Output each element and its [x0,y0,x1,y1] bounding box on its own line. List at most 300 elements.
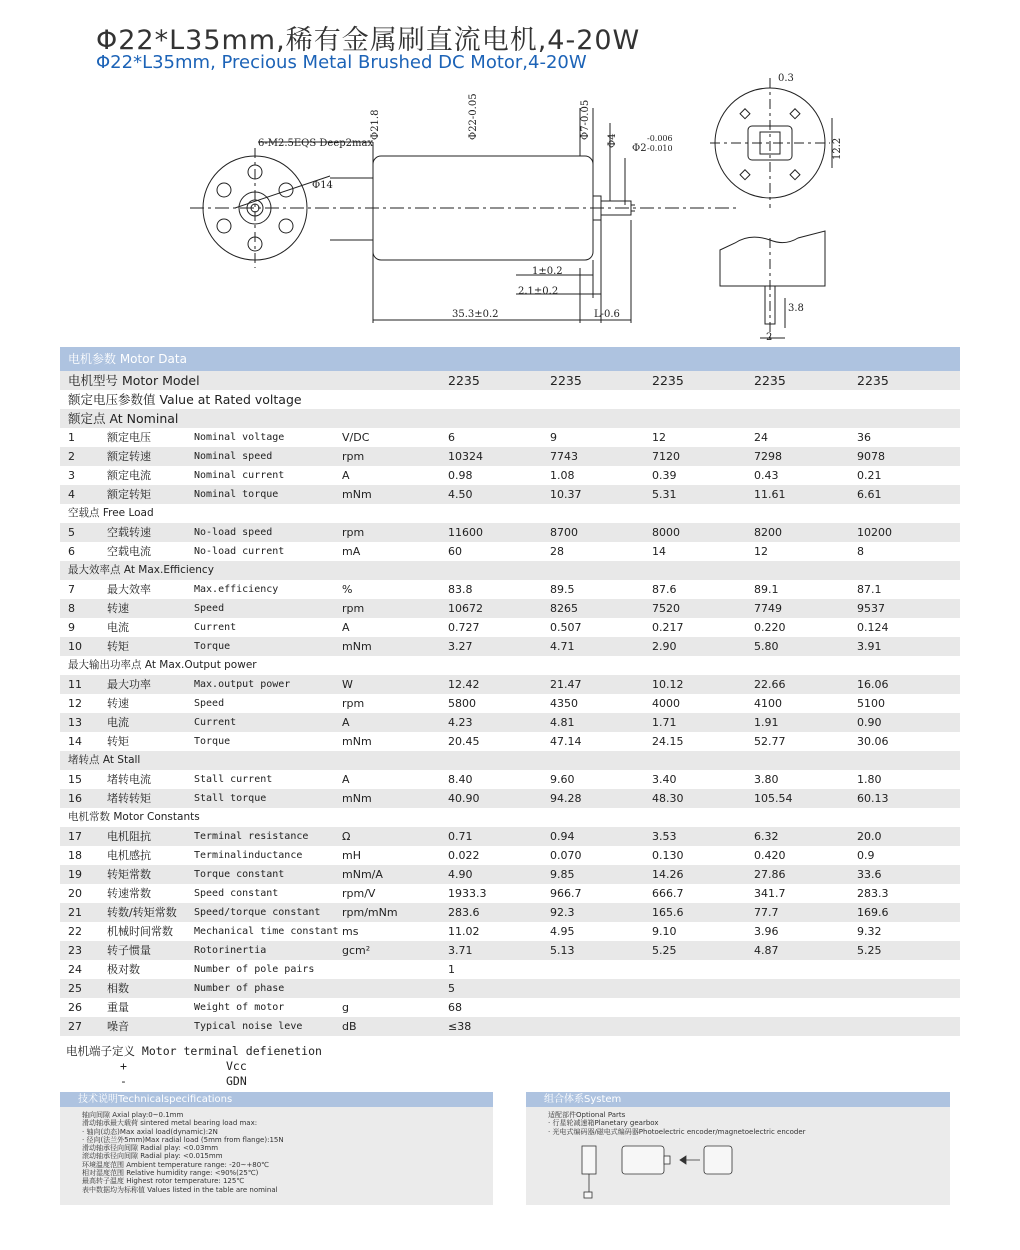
param-en: Number of phase [194,983,285,994]
row-number: 19 [68,868,82,881]
table-row [60,637,960,656]
table-row [60,979,960,998]
side-view [720,231,825,286]
value-cell: 3.27 [448,640,473,653]
value-cell: 87.6 [652,583,677,596]
value-cell: 7120 [652,450,680,463]
table-row [60,732,960,751]
value-cell: 6 [448,431,455,444]
param-cn: 转速 [107,697,129,710]
param-en: Terminal resistance [194,831,309,842]
svg-text:2.1±0.2: 2.1±0.2 [518,286,559,297]
value-cell: 1.80 [857,773,882,786]
tech-line: 环境温度范围 Ambient temperature range: -20~+80℃ [82,1160,270,1169]
section-row [60,808,960,827]
table-row [60,428,960,447]
param-en: Torque [194,641,231,652]
value-cell: 0.220 [754,621,786,634]
value-cell: 24 [754,431,768,444]
table-row [60,675,960,694]
value-cell: 14 [652,545,666,558]
value-cell: 7520 [652,602,680,615]
value-cell: 0.9 [857,849,875,862]
param-en: No-load speed [194,527,273,538]
param-en: Torque constant [194,869,285,880]
technical-drawing [180,68,880,348]
row-number: 15 [68,773,82,786]
row-number: 14 [68,735,82,748]
row-number: 16 [68,792,82,805]
param-unit: mH [342,849,361,862]
table-row [60,865,960,884]
value-cell: 77.7 [754,906,779,919]
param-cn: 最大效率 [107,583,151,596]
value-cell: 8 [857,545,864,558]
model-value: 2235 [857,373,889,388]
param-cn: 堵转电流 [107,773,151,786]
value-cell: 9078 [857,450,885,463]
svg-text:12.2: 12.2 [832,137,843,160]
value-cell: 10.12 [652,678,684,691]
param-cn: 空载转速 [107,526,151,539]
row-number: 11 [68,678,82,691]
terminal-sign: - [120,1074,127,1088]
value-cell: 52.77 [754,735,786,748]
value-cell: 5100 [857,697,885,710]
value-cell: 1 [448,963,455,976]
value-cell: 89.5 [550,583,575,596]
param-cn: 电机阻抗 [107,830,151,843]
value-cell: 10.37 [550,488,582,501]
value-cell: 0.71 [448,830,473,843]
param-cn: 转矩常数 [107,868,151,881]
param-en: Number of pole pairs [194,964,315,975]
param-unit: mNm/A [342,868,383,881]
terminal-row [66,1074,322,1089]
table-row [60,618,960,637]
value-cell: 4000 [652,697,680,710]
table-row [60,580,960,599]
row-number: 20 [68,887,82,900]
system-header: 组合体系System [526,1092,950,1107]
value-cell: 165.6 [652,906,684,919]
value-cell: 47.14 [550,735,582,748]
svg-text:L-0.6: L-0.6 [594,309,620,320]
value-cell: 48.30 [652,792,684,805]
param-unit: rpm [342,526,365,539]
page-subtitle: Φ22*L35mm, Precious Metal Brushed DC Motor,4-20W [96,52,587,73]
param-unit: rpm [342,602,365,615]
value-cell: 87.1 [857,583,882,596]
value-cell: 5.25 [652,944,677,957]
value-cell: 2.90 [652,640,677,653]
value-cell: 3.96 [754,925,779,938]
value-cell: 0.727 [448,621,480,634]
svg-text:Φ21.8: Φ21.8 [370,109,381,140]
svg-text:6-M2.5EQS Deep2max: 6-M2.5EQS Deep2max [258,138,374,149]
value-cell: 0.90 [857,716,882,729]
nominal-row [60,409,960,428]
value-cell: 4350 [550,697,578,710]
table-row [60,523,960,542]
param-en: Typical noise leve [194,1021,303,1032]
value-cell: 94.28 [550,792,582,805]
param-unit: mNm [342,488,372,501]
tech-line: 滚动轴承径向间隙 Radial play: <0.015mm [82,1152,223,1161]
value-cell: 3.71 [448,944,473,957]
model-value: 2235 [754,373,786,388]
value-cell: 0.217 [652,621,684,634]
value-cell: 0.420 [754,849,786,862]
param-cn: 转数/转矩常数 [107,906,177,919]
row-number: 9 [68,621,75,634]
value-cell: 9.85 [550,868,575,881]
param-cn: 最大功率 [107,678,151,691]
value-cell: 1.71 [652,716,677,729]
value-cell: 4.87 [754,944,779,957]
value-cell: 0.43 [754,469,779,482]
value-cell: 8700 [550,526,578,539]
value-cell: 0.070 [550,849,582,862]
table-row [60,998,960,1017]
value-cell: 341.7 [754,887,786,900]
param-cn: 额定转速 [107,450,151,463]
value-cell: 0.39 [652,469,677,482]
value-cell: 1933.3 [448,887,487,900]
svg-text:3.8: 3.8 [788,303,804,314]
param-en: Current [194,622,237,633]
value-cell: 5 [448,982,455,995]
param-unit: A [342,716,350,729]
value-cell: 27.86 [754,868,786,881]
tech-line: · 径向(法兰外5mm)Max radial load (5mm from flange):15N [82,1135,284,1144]
row-number: 25 [68,982,82,995]
model-value: 2235 [550,373,582,388]
table-row [60,960,960,979]
value-cell: 5.31 [652,488,677,501]
param-cn: 相数 [107,982,129,995]
param-en: Max.output power [194,679,291,690]
param-cn: 额定电压 [107,431,151,444]
model-value: 2235 [652,373,684,388]
param-cn: 转矩 [107,640,129,653]
param-en: Nominal torque [194,489,279,500]
tech-line: 轴向间隙 Axial play:0~0.1mm [82,1111,184,1119]
table-header: 电机参数 Motor Data [60,347,960,371]
value-cell: 666.7 [652,887,684,900]
row-number: 17 [68,830,82,843]
value-cell: 33.6 [857,868,882,881]
param-en: Rotorinertia [194,945,267,956]
value-cell: 0.94 [550,830,575,843]
section-label: 空载点 Free Load [68,507,154,519]
param-en: Speed [194,698,225,709]
svg-text:2: 2 [766,332,773,343]
tech-line: 滑动轴承径向间隙 Radial play: <0.03mm [82,1144,219,1153]
value-cell: 7749 [754,602,782,615]
value-cell: 8000 [652,526,680,539]
table-row [60,827,960,846]
value-cell: 83.8 [448,583,473,596]
system-assembly-drawing [562,1140,762,1202]
param-en: Stall current [194,774,273,785]
row-number: 21 [68,906,82,919]
param-cn: 转速 [107,602,129,615]
terminal-row [66,1059,322,1074]
param-unit: Ω [342,830,351,843]
value-cell: 7743 [550,450,578,463]
terminal-title: 电机端子定义 Motor terminal defienetion [66,1044,322,1058]
param-en: Torque [194,736,231,747]
svg-text:Φ7-0.05: Φ7-0.05 [580,99,591,140]
param-unit: mNm [342,735,372,748]
svg-text:-0.006: -0.006 [647,134,673,143]
param-unit: mNm [342,640,372,653]
model-row [60,371,960,390]
value-cell: 7298 [754,450,782,463]
value-cell: 9.10 [652,925,677,938]
param-cn: 电流 [107,716,129,729]
tech-spec-panel [60,1092,493,1205]
value-cell: 4100 [754,697,782,710]
value-cell: 40.90 [448,792,480,805]
value-cell: 9 [550,431,557,444]
param-cn: 极对数 [107,963,140,976]
section-row [60,656,960,675]
param-en: No-load current [194,546,285,557]
param-cn: 转子惯量 [107,944,151,957]
value-cell: 30.06 [857,735,889,748]
section-label: 堵转点 At Stall [68,754,141,766]
svg-text:Φ14: Φ14 [312,180,333,191]
value-cell: 8200 [754,526,782,539]
row-number: 10 [68,640,82,653]
param-unit: gcm² [342,944,371,957]
value-cell: 283.6 [448,906,480,919]
value-cell: 0.507 [550,621,582,634]
value-cell: 20.0 [857,830,882,843]
table-row [60,713,960,732]
value-cell: 3.53 [652,830,677,843]
value-cell: 11600 [448,526,483,539]
svg-text:35.3±0.2: 35.3±0.2 [452,309,499,320]
svg-text:0.3: 0.3 [778,73,794,84]
row-number: 24 [68,963,82,976]
table-row [60,846,960,865]
row-number: 18 [68,849,82,862]
value-cell: 89.1 [754,583,779,596]
param-cn: 噪音 [107,1020,129,1033]
param-unit: A [342,773,350,786]
value-cell: 9.60 [550,773,575,786]
value-cell: 10324 [448,450,483,463]
value-cell: 966.7 [550,887,582,900]
value-cell: 68 [448,1001,462,1014]
value-cell: 12 [754,545,768,558]
system-panel [526,1092,950,1205]
value-cell: 0.21 [857,469,882,482]
row-number: 26 [68,1001,82,1014]
value-cell: 4.50 [448,488,473,501]
table-row [60,447,960,466]
motor-data-table [60,347,960,1036]
value-cell: 3.91 [857,640,882,653]
value-cell: 8.40 [448,773,473,786]
row-number: 12 [68,697,82,710]
tech-line: 滑动轴承最大载荷 sintered metal bearing load max: [82,1119,258,1128]
value-cell: 6.61 [857,488,882,501]
tech-spec-body [60,1107,493,1194]
model-label: 电机型号 Motor Model [68,373,200,388]
value-cell: 10200 [857,526,892,539]
param-en: Nominal speed [194,451,273,462]
param-unit: mA [342,545,361,558]
svg-text:-0.010: -0.010 [647,144,673,153]
model-value: 2235 [448,373,480,388]
value-cell: 5800 [448,697,476,710]
value-cell: 283.3 [857,887,889,900]
tech-spec-header: 技术说明Technicalspecifications [60,1092,493,1107]
row-number: 13 [68,716,82,729]
value-cell: 0.124 [857,621,889,634]
param-cn: 电流 [107,621,129,634]
table-row [60,903,960,922]
param-unit: W [342,678,353,691]
row-number: 7 [68,583,75,596]
param-unit: V/DC [342,431,370,444]
value-cell: 12.42 [448,678,480,691]
param-unit: dB [342,1020,357,1033]
value-cell: 105.54 [754,792,793,805]
table-body [60,428,960,1036]
value-cell: 36 [857,431,871,444]
section-label: 最大输出功率点 At Max.Output power [68,659,257,671]
section-row [60,504,960,523]
tech-line: · 轴向(动态)Max axial load(dynamic):2N [82,1127,218,1136]
tech-line: 最高转子温度 Highest rotor temperature: 125℃ [82,1177,245,1186]
value-cell: 0.98 [448,469,473,482]
param-cn: 堵转转矩 [107,792,151,805]
terminal-name: Vcc [226,1059,247,1073]
rated-voltage-row [60,390,960,409]
nominal-label: 额定点 At Nominal [68,411,179,426]
value-cell: 4.23 [448,716,473,729]
motor-illustration [622,1146,664,1174]
param-unit: rpm/V [342,887,376,900]
param-en: Nominal voltage [194,432,285,443]
system-body [526,1107,950,1136]
value-cell: 8265 [550,602,578,615]
value-cell: 4.90 [448,868,473,881]
value-cell: 60 [448,545,462,558]
param-unit: A [342,469,350,482]
param-cn: 额定电流 [107,469,151,482]
table-row [60,770,960,789]
param-en: Terminalinductance [194,850,303,861]
table-row [60,941,960,960]
row-number: 5 [68,526,75,539]
value-cell: 5.80 [754,640,779,653]
value-cell: 16.06 [857,678,889,691]
value-cell: 9537 [857,602,885,615]
table-row [60,485,960,504]
table-row [60,694,960,713]
value-cell: 22.66 [754,678,786,691]
terminal-sign: + [120,1059,127,1073]
gearbox-illustration [704,1146,732,1174]
value-cell: 11.02 [448,925,480,938]
section-row [60,751,960,770]
value-cell: 92.3 [550,906,575,919]
value-cell: 14.26 [652,868,684,881]
param-en: Speed constant [194,888,279,899]
value-cell: 4.81 [550,716,575,729]
value-cell: 1.08 [550,469,575,482]
row-number: 4 [68,488,75,501]
value-cell: 21.47 [550,678,582,691]
value-cell: 5.13 [550,944,575,957]
param-cn: 电机感抗 [107,849,151,862]
tech-line: 相对湿度范围 Relative humidity range: <90%(25℃) [82,1169,259,1178]
param-unit: rpm [342,697,365,710]
value-cell: 20.45 [448,735,480,748]
system-line: · 光电式编码器/磁电式编码器Photoelectric encoder/magnetoelectric encoder [548,1127,806,1136]
value-cell: 24.15 [652,735,684,748]
row-number: 23 [68,944,82,957]
param-unit: mNm [342,792,372,805]
table-row [60,922,960,941]
value-cell: 4.71 [550,640,575,653]
value-cell: 9.32 [857,925,882,938]
value-cell: 60.13 [857,792,889,805]
terminal-name: GDN [226,1074,247,1088]
row-number: 2 [68,450,75,463]
row-number: 8 [68,602,75,615]
param-en: Max.efficiency [194,584,279,595]
value-cell: 11.61 [754,488,786,501]
page-title: Φ22*L35mm,稀有金属刷直流电机,4-20W [96,25,641,56]
table-row [60,599,960,618]
table-row [60,884,960,903]
param-unit: g [342,1001,349,1014]
section-row [60,561,960,580]
svg-text:Φ2: Φ2 [632,143,647,154]
terminal-definition [66,1044,322,1089]
section-label: 电机常数 Motor Constants [68,811,200,823]
value-cell: 4.95 [550,925,575,938]
param-cn: 转速常数 [107,887,151,900]
param-unit: % [342,583,353,596]
value-cell: 12 [652,431,666,444]
system-line: 适配部件Optional Parts [548,1111,626,1119]
param-cn: 机械时间常数 [107,925,173,938]
table-row [60,1017,960,1036]
table-row [60,466,960,485]
param-en: Current [194,717,237,728]
value-cell: 169.6 [857,906,889,919]
section-label: 最大效率点 At Max.Efficiency [68,564,214,576]
row-number: 3 [68,469,75,482]
param-unit: rpm [342,450,365,463]
param-en: Stall torque [194,793,267,804]
param-cn: 额定转矩 [107,488,151,501]
row-number: 22 [68,925,82,938]
svg-text:Φ22-0.05: Φ22-0.05 [468,93,479,140]
param-cn: 空载电流 [107,545,151,558]
value-cell: ≤38 [448,1020,472,1033]
param-en: Nominal current [194,470,285,481]
param-en: Speed [194,603,225,614]
